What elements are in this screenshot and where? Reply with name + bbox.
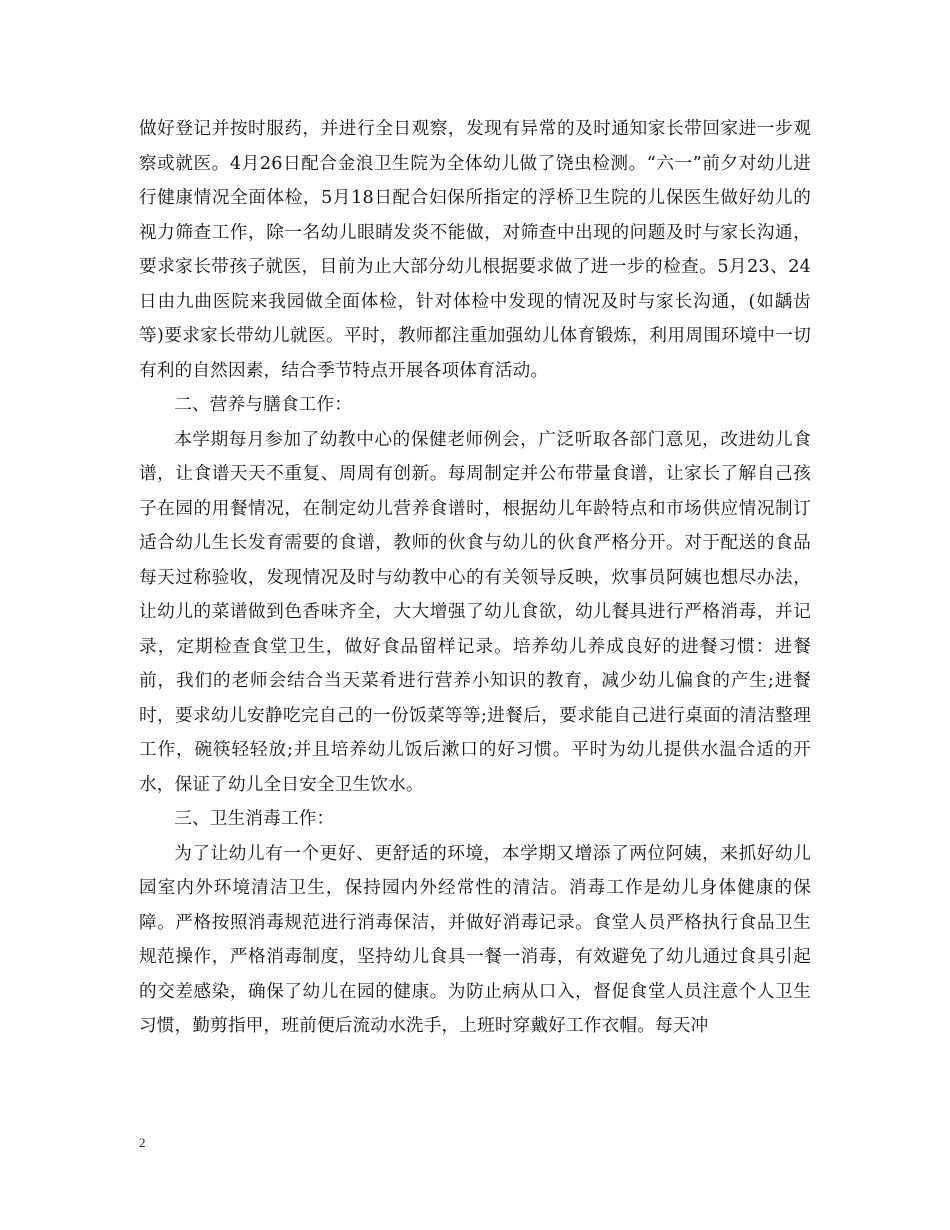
section-heading-nutrition: 二、营养与膳食工作： — [174, 395, 353, 415]
page-number: 2 — [139, 1135, 146, 1150]
paragraph-nutrition: 本学期每月参加了幼教中心的保健老师例会，广泛听取各部门意见，改进幼儿食谱，让食谱天天不重复、周周有创新。每周制定并公布带量食谱，让家长了解自己孩子在园的用餐情况，在制定幼儿营养食谱时，根据幼儿年龄特点和市场供应情况制订适合幼儿生长发育需要的食谱，教师的伙食与幼儿的伙食严格分开。对于配送的食品每天过称验收，发现情况及时与幼教中心的有关领导反映，炊事员阿姨也想尽办法，让幼儿的菜谱做到色香味齐全，大大增强了幼儿食欲，幼儿餐具进行严格消毒，并记录，定期检查食堂卫生，做好食品留样记录。培养幼儿养成良好的进餐习惯：进餐前，我们的老师会结合当天菜肴进行营养小知识的教育，减少幼儿偏食的产生;进餐时，要求幼儿安静吃完自己的一份饭菜等等;进餐后，要求能自己进行桌面的清洁整理工作，碗筷轻轻放;并且培养幼儿饭后漱口的好习惯。平时为幼儿提供水温合适的开水，保证了幼儿全日安全卫生饮水。 — [139, 429, 811, 795]
paragraph-hygiene: 为了让幼儿有一个更好、更舒适的环境，本学期又增添了两位阿姨，来抓好幼儿园室内外环境清洁卫生，保持园内外经常性的清洁。消毒工作是幼儿身体健康的保障。严格按照消毒规范进行消毒保洁，并做好消毒记录。食堂人员严格执行食品卫生规范操作，严格消毒制度，坚持幼儿食具一餐一消毒，有效避免了幼儿通过食具引起的交差感染，确保了幼儿在园的健康。为防止病从口入，督促食堂人员注意个人卫生习惯，勤剪指甲，班前便后流动水洗手，上班时穿戴好工作衣帽。每天冲 — [139, 843, 811, 1036]
paragraph-health-check: 做好登记并按时服药，并进行全日观察，发现有异常的及时通知家长带回家进一步观察或就医。4月26日配合金浪卫生院为全体幼儿做了饶虫检测。“六一”前夕对幼儿进行健康情况全面体检，5月18日配合妇保所指定的浮桥卫生院的儿保医生做好幼儿的视力筛查工作，除一名幼儿眼睛发炎不能做，对筛查中出现的问题及时与家长沟通，要求家长带孩子就医，目前为止大部分幼儿根据要求做了进一步的检查。5月23、24日由九曲医院来我园做全面体检，针对体检中发现的情况及时与家长沟通，(如龋齿等)要求家长带幼儿就医。平时，教师都注重加强幼儿体育锻炼，利用周围环境中一切有利的自然因素，结合季节特点开展各项体育活动。 — [139, 119, 811, 381]
section-heading-hygiene: 三、卫生消毒工作： — [174, 809, 335, 829]
document-body — [139, 112, 811, 1044]
